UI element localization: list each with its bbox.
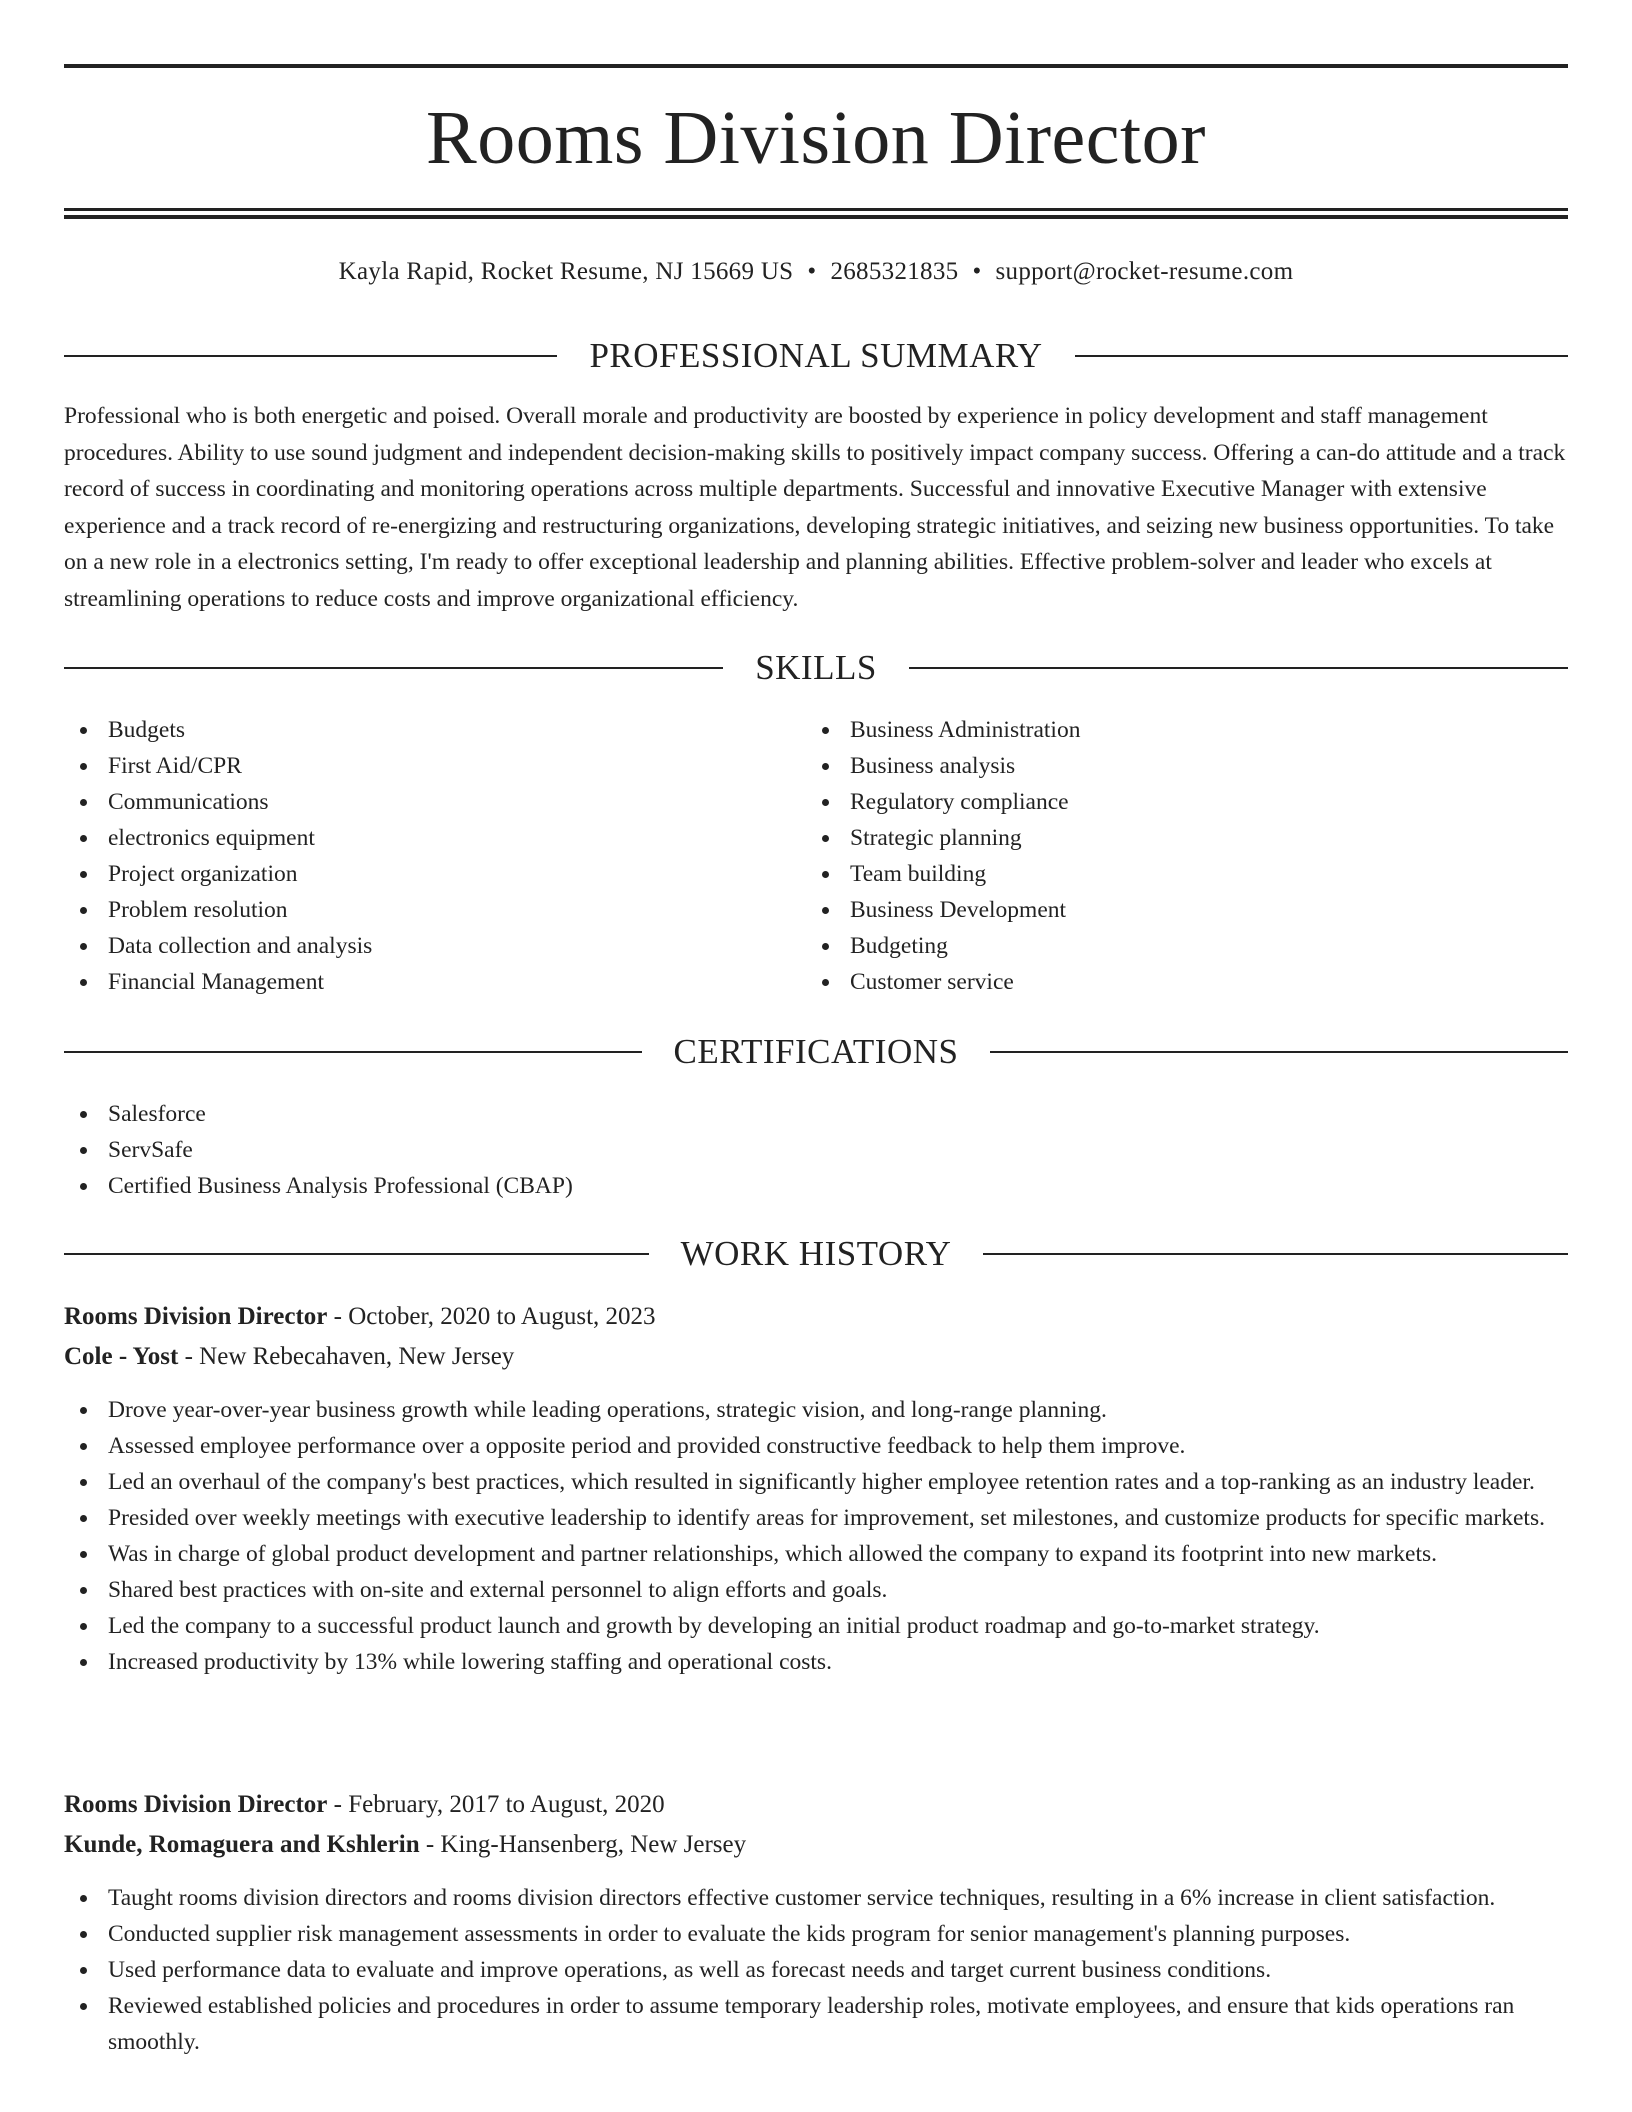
list-item: Strategic planning — [806, 820, 1546, 856]
header-bottom-rule — [64, 208, 1568, 211]
list-item: Customer service — [806, 964, 1546, 1000]
divider — [983, 1253, 1568, 1255]
list-item: Certified Business Analysis Professional (CBAP) — [64, 1168, 1568, 1204]
list-item: Presided over weekly meetings with executive leadership to identify areas for improvement, set milestones, and customize products for specific markets. — [64, 1500, 1568, 1536]
list-item: Increased productivity by 13% while lowering staffing and operational costs. — [64, 1644, 1568, 1680]
divider — [64, 1253, 649, 1255]
list-item: Financial Management — [64, 964, 804, 1000]
divider — [64, 1051, 642, 1053]
contact-email: support@rocket-resume.com — [995, 258, 1294, 285]
list-item: Salesforce — [64, 1096, 1568, 1132]
job-role: Rooms Division Director — [64, 1303, 328, 1330]
list-item: Data collection and analysis — [64, 928, 804, 964]
list-item: Business analysis — [806, 748, 1546, 784]
list-item: Project organization — [64, 856, 804, 892]
list-item: Was in charge of global product development and partner relationships, which allowed the company to expand its footprint into new markets. — [64, 1536, 1568, 1572]
section-heading-summary — [64, 334, 1568, 378]
section-heading-work-history — [64, 1232, 1568, 1276]
list-item: Communications — [64, 784, 804, 820]
contact-address: Kayla Rapid, Rocket Resume, NJ 15669 US — [338, 258, 794, 285]
divider — [64, 355, 557, 357]
job-bullets — [64, 1392, 1568, 1680]
list-item: Regulatory compliance — [806, 784, 1546, 820]
list-item: Led the company to a successful product launch and growth by developing an initial product roadmap and go-to-market strategy. — [64, 1608, 1568, 1644]
list-item: Led an overhaul of the company's best practices, which resulted in significantly higher employee retention rates and a top-ranking as an industry leader. — [64, 1464, 1568, 1500]
summary-paragraph: Professional who is both energetic and poised. Overall morale and productivity are boosted by experience in policy development and staff management procedures. Ability to use sound judgment and independent decision-making skills to positively impact company success. Offering a can-do attitude and a track record of success in coordinating and monitoring operations across multiple departments. Successful and innovative Executive Manager with extensive experience and a track record of re-energizing and restructuring organizations, developing strategic initiatives, and seizing new business opportunities. To take on a new role in a electronics setting, I'm ready to offer exceptional leadership and planning abilities. Effective problem-solver and leader who excels at streamlining operations to reduce costs and improve organizational efficiency. — [64, 403, 1566, 612]
list-item: Taught rooms division directors and rooms division directors effective customer service techniques, resulting in a 6% increase in client satisfaction. — [64, 1880, 1568, 1916]
list-item: Reviewed established policies and procedures in order to assume temporary leadership roles, motivate employees, and ensure that kids operations ran smoothly. — [64, 1988, 1568, 2060]
list-item: Problem resolution — [64, 892, 804, 928]
job-role: Rooms Division Director — [64, 1791, 328, 1818]
section-title: PROFESSIONAL SUMMARY — [589, 336, 1043, 375]
list-item: Budgets — [64, 712, 804, 748]
job-title-line — [64, 1297, 1568, 1337]
list-item: First Aid/CPR — [64, 748, 804, 784]
list-item: Used performance data to evaluate and improve operations, as well as forecast needs and target current business conditions. — [64, 1952, 1568, 1988]
list-item: Assessed employee performance over a opposite period and provided constructive feedback to help them improve. — [64, 1428, 1568, 1464]
section-heading-certifications — [64, 1030, 1568, 1074]
job-company: Kunde, Romaguera and Kshlerin — [64, 1831, 420, 1858]
list-item: Conducted supplier risk management assessments in order to evaluate the kids program for senior management's planning purposes. — [64, 1916, 1568, 1952]
list-item: Drove year-over-year business growth while leading operations, strategic vision, and long-range planning. — [64, 1392, 1568, 1428]
list-item: electronics equipment — [64, 820, 804, 856]
skills-list-left — [64, 712, 804, 1000]
job-company-line — [64, 1825, 1568, 1865]
job-location: - New Rebecahaven, New Jersey — [178, 1343, 515, 1370]
list-item: Budgeting — [806, 928, 1546, 964]
section-heading-skills — [64, 646, 1568, 690]
header-top-rule — [64, 64, 1568, 68]
section-title: WORK HISTORY — [680, 1234, 952, 1273]
divider — [1075, 355, 1568, 357]
job-bullets — [64, 1880, 1568, 2060]
job-dates: - October, 2020 to August, 2023 — [327, 1303, 656, 1330]
job-location: - King-Hansenberg, New Jersey — [419, 1831, 747, 1858]
skills-list-right — [806, 712, 1546, 1000]
section-title: SKILLS — [755, 648, 877, 687]
job-company-line — [64, 1337, 1568, 1377]
section-title: CERTIFICATIONS — [673, 1032, 959, 1071]
list-item: Business Development — [806, 892, 1546, 928]
divider — [64, 667, 723, 669]
list-item: ServSafe — [64, 1132, 1568, 1168]
job-title-line — [64, 1785, 1568, 1825]
contact-line — [64, 252, 1568, 292]
divider — [990, 1051, 1568, 1053]
contact-separator: • — [972, 258, 982, 285]
job-company: Cole - Yost — [64, 1343, 179, 1370]
resume-title: Rooms Division Director — [426, 96, 1206, 180]
certifications-list — [64, 1096, 1568, 1204]
divider — [909, 667, 1568, 669]
list-item: Business Administration — [806, 712, 1546, 748]
contact-phone: 2685321835 — [830, 258, 959, 285]
job-dates: - February, 2017 to August, 2020 — [327, 1791, 665, 1818]
contact-separator: • — [807, 258, 817, 285]
header-bottom-rule-second — [64, 215, 1568, 219]
list-item: Team building — [806, 856, 1546, 892]
list-item: Shared best practices with on-site and external personnel to align efforts and goals. — [64, 1572, 1568, 1608]
